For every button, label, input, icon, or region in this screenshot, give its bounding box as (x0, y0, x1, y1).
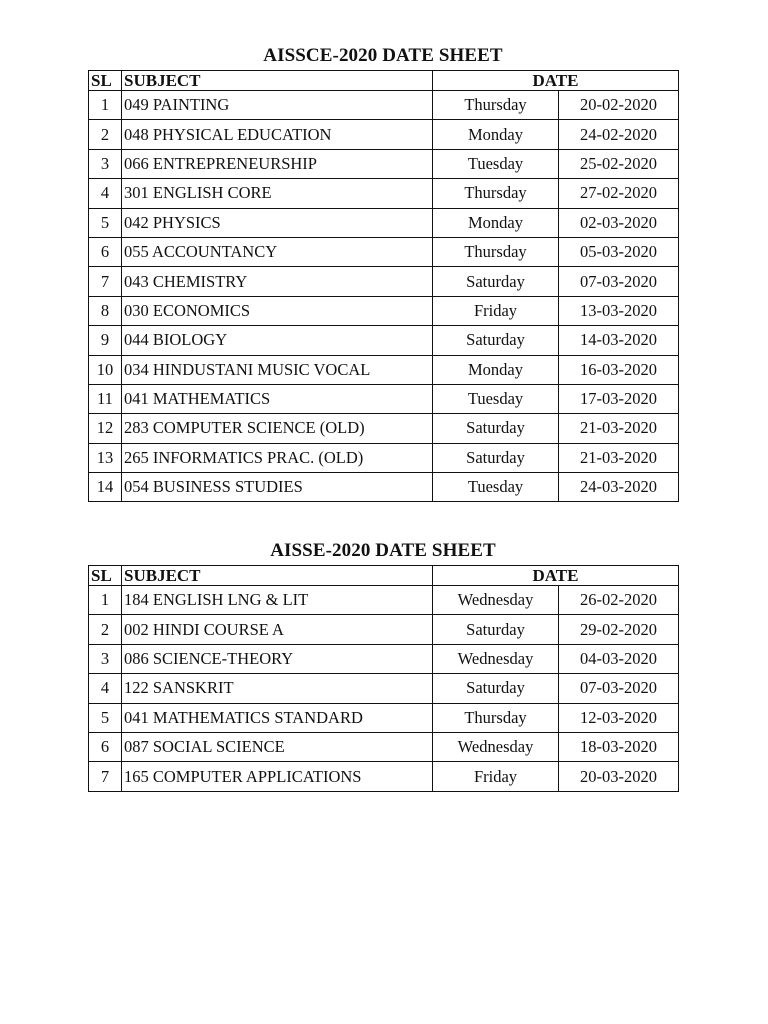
cell-subject: 301 ENGLISH CORE (122, 179, 433, 208)
cell-day: Thursday (433, 703, 559, 732)
cell-sl: 5 (89, 703, 122, 732)
cell-subject: 087 SOCIAL SCIENCE (122, 732, 433, 761)
table-row (89, 615, 679, 644)
cell-date: 16-03-2020 (559, 355, 679, 384)
cell-date: 13-03-2020 (559, 296, 679, 325)
cell-date: 07-03-2020 (559, 674, 679, 703)
cell-day: Wednesday (433, 586, 559, 615)
cell-subject: 049 PAINTING (122, 91, 433, 120)
cell-sl: 11 (89, 384, 122, 413)
cell-day: Monday (433, 120, 559, 149)
cell-day: Saturday (433, 326, 559, 355)
cell-subject: 283 COMPUTER SCIENCE (OLD) (122, 414, 433, 443)
cell-date: 20-02-2020 (559, 91, 679, 120)
cell-day: Saturday (433, 615, 559, 644)
sheet-title: AISSCE-2020 DATE SHEET (263, 45, 503, 66)
table-row (89, 644, 679, 673)
header-date: DATE (433, 71, 679, 91)
cell-day: Saturday (433, 674, 559, 703)
cell-sl: 2 (89, 615, 122, 644)
cell-day: Saturday (433, 443, 559, 472)
cell-subject: 002 HINDI COURSE A (122, 615, 433, 644)
table-header-row (89, 566, 679, 586)
table-header-row (89, 71, 679, 91)
cell-day: Tuesday (433, 149, 559, 178)
table-row (89, 473, 679, 502)
aissce-date-table (88, 70, 679, 502)
cell-date: 17-03-2020 (559, 384, 679, 413)
cell-subject: 054 BUSINESS STUDIES (122, 473, 433, 502)
table-row (89, 414, 679, 443)
table-row (89, 384, 679, 413)
header-subject: SUBJECT (122, 566, 433, 586)
table-row (89, 586, 679, 615)
cell-subject: 043 CHEMISTRY (122, 267, 433, 296)
table-body (89, 91, 679, 502)
cell-day: Saturday (433, 267, 559, 296)
cell-subject: 265 INFORMATICS PRAC. (OLD) (122, 443, 433, 472)
cell-date: 21-03-2020 (559, 414, 679, 443)
sheet-title: AISSE-2020 DATE SHEET (270, 540, 496, 561)
cell-subject: 066 ENTREPRENEURSHIP (122, 149, 433, 178)
cell-sl: 9 (89, 326, 122, 355)
cell-date: 24-02-2020 (559, 120, 679, 149)
table-row (89, 179, 679, 208)
cell-day: Tuesday (433, 384, 559, 413)
cell-date: 07-03-2020 (559, 267, 679, 296)
cell-subject: 055 ACCOUNTANCY (122, 237, 433, 266)
table-row (89, 326, 679, 355)
header-date: DATE (433, 566, 679, 586)
cell-date: 12-03-2020 (559, 703, 679, 732)
table-row (89, 267, 679, 296)
cell-subject: 165 COMPUTER APPLICATIONS (122, 762, 433, 791)
cell-sl: 3 (89, 644, 122, 673)
cell-subject: 041 MATHEMATICS (122, 384, 433, 413)
cell-day: Wednesday (433, 732, 559, 761)
cell-day: Monday (433, 208, 559, 237)
cell-date: 21-03-2020 (559, 443, 679, 472)
cell-sl: 14 (89, 473, 122, 502)
cell-sl: 8 (89, 296, 122, 325)
cell-subject: 122 SANSKRIT (122, 674, 433, 703)
table-row (89, 355, 679, 384)
cell-sl: 12 (89, 414, 122, 443)
header-subject: SUBJECT (122, 71, 433, 91)
cell-sl: 4 (89, 179, 122, 208)
aisse-date-table (88, 565, 679, 792)
cell-date: 05-03-2020 (559, 237, 679, 266)
cell-day: Friday (433, 762, 559, 791)
cell-sl: 7 (89, 267, 122, 296)
header-sl: SL (89, 71, 122, 91)
cell-subject: 048 PHYSICAL EDUCATION (122, 120, 433, 149)
cell-date: 27-02-2020 (559, 179, 679, 208)
cell-sl: 13 (89, 443, 122, 472)
cell-day: Saturday (433, 414, 559, 443)
table-row (89, 237, 679, 266)
cell-day: Monday (433, 355, 559, 384)
cell-sl: 5 (89, 208, 122, 237)
cell-sl: 4 (89, 674, 122, 703)
table-row (89, 732, 679, 761)
cell-sl: 6 (89, 237, 122, 266)
cell-subject: 030 ECONOMICS (122, 296, 433, 325)
table-row (89, 120, 679, 149)
header-sl: SL (89, 566, 122, 586)
cell-sl: 10 (89, 355, 122, 384)
cell-sl: 2 (89, 120, 122, 149)
cell-subject: 034 HINDUSTANI MUSIC VOCAL (122, 355, 433, 384)
cell-sl: 6 (89, 732, 122, 761)
cell-day: Thursday (433, 179, 559, 208)
cell-subject: 184 ENGLISH LNG & LIT (122, 586, 433, 615)
table-row (89, 208, 679, 237)
table-row (89, 762, 679, 791)
aisse-date-sheet (88, 537, 678, 792)
cell-subject: 042 PHYSICS (122, 208, 433, 237)
cell-subject: 044 BIOLOGY (122, 326, 433, 355)
cell-date: 18-03-2020 (559, 732, 679, 761)
table-row (89, 674, 679, 703)
table-row (89, 443, 679, 472)
cell-subject: 086 SCIENCE-THEORY (122, 644, 433, 673)
cell-date: 29-02-2020 (559, 615, 679, 644)
cell-day: Thursday (433, 237, 559, 266)
cell-day: Thursday (433, 91, 559, 120)
table-body (89, 586, 679, 792)
cell-day: Wednesday (433, 644, 559, 673)
table-row (89, 703, 679, 732)
cell-date: 25-02-2020 (559, 149, 679, 178)
cell-sl: 7 (89, 762, 122, 791)
table-row (89, 91, 679, 120)
cell-date: 24-03-2020 (559, 473, 679, 502)
cell-subject: 041 MATHEMATICS STANDARD (122, 703, 433, 732)
cell-day: Tuesday (433, 473, 559, 502)
cell-date: 02-03-2020 (559, 208, 679, 237)
cell-date: 26-02-2020 (559, 586, 679, 615)
cell-sl: 1 (89, 91, 122, 120)
cell-date: 20-03-2020 (559, 762, 679, 791)
cell-day: Friday (433, 296, 559, 325)
cell-date: 14-03-2020 (559, 326, 679, 355)
cell-date: 04-03-2020 (559, 644, 679, 673)
aissce-date-sheet (88, 42, 678, 502)
table-row (89, 296, 679, 325)
cell-sl: 1 (89, 586, 122, 615)
cell-sl: 3 (89, 149, 122, 178)
table-row (89, 149, 679, 178)
